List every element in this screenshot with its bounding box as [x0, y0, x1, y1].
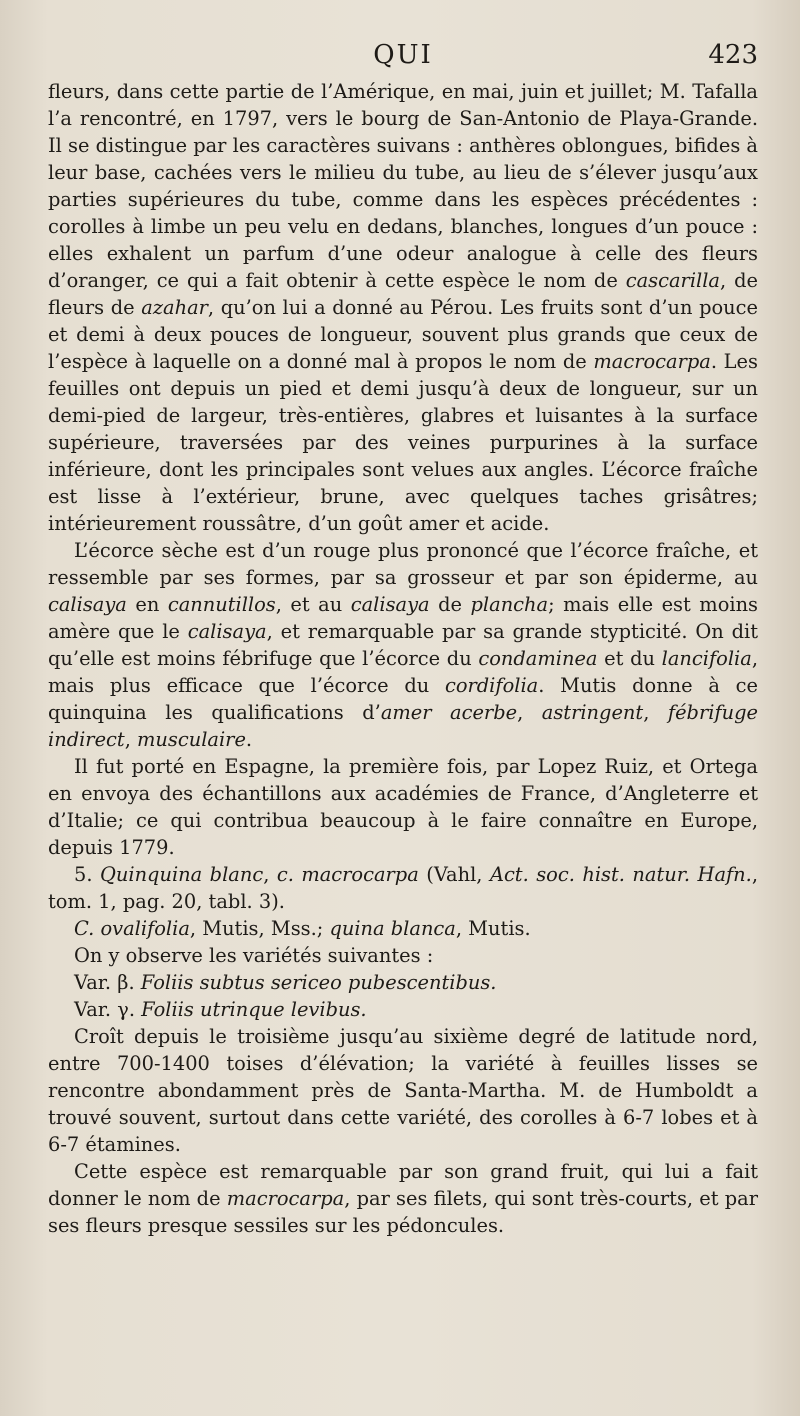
- paragraph-p6: [48, 942, 758, 969]
- paragraph-p7: [48, 969, 758, 996]
- text-run: , et remarquable par sa grande stypticité. On dit qu’elle est moins fébrifuge que l’écorce du: [48, 620, 758, 670]
- text-run: , tom. 1, pag. 20, tabl. 3).: [48, 863, 759, 913]
- paragraph-p8: [48, 996, 758, 1023]
- italic-term: C. ovalifolia: [74, 917, 190, 940]
- paragraph-p2: [48, 537, 758, 753]
- italic-term: lancifolia: [661, 647, 752, 670]
- italic-term: cordifolia: [444, 674, 539, 697]
- italic-term: azahar: [141, 296, 208, 319]
- italic-term: Foliis utrinque levibus.: [141, 998, 367, 1021]
- italic-term: quina blanca: [329, 917, 456, 940]
- text-run: L’écorce sèche est d’un rouge plus prononcé que l’écorce fraîche, et ressemble par ses formes, par sa grosseur et par son épiderme, au: [48, 539, 758, 589]
- text-run: et du: [597, 647, 662, 670]
- text-run: Var. β.: [74, 971, 141, 994]
- text-run: , Mutis.: [455, 917, 531, 940]
- text-run: Croît depuis le troisième jusqu’au sixième degré de latitude nord, entre 700-1400 toises d’élévation; la variété à feuilles lisses se rencontre abondamment près de Santa-Martha. M. de Humboldt a trouvé souvent, surtout dans cette variété, des corolles à 6-7 lobes et à 6-7 étamines.: [48, 1025, 758, 1156]
- page-number: 423: [708, 40, 758, 70]
- italic-term: cannutillos: [167, 593, 276, 616]
- text-run: ,: [643, 701, 668, 724]
- italic-term: macrocarpa: [226, 1187, 345, 1210]
- text-run: , de fleurs de: [48, 269, 758, 319]
- italic-term: Foliis subtus sericeo pubescentibus.: [140, 971, 497, 994]
- paragraph-p9: [48, 1023, 758, 1158]
- italic-term: Quinquina blanc: [99, 863, 264, 886]
- italic-term: musculaire: [137, 728, 246, 751]
- text-run: , et au: [275, 593, 351, 616]
- italic-term: calisaya: [350, 593, 430, 616]
- text-run: Var. γ.: [74, 998, 142, 1021]
- running-head: QUI: [373, 40, 433, 70]
- italic-term: calisaya: [48, 593, 127, 616]
- body-text: [48, 78, 758, 1239]
- text-run: ,: [263, 863, 277, 886]
- paragraph-p3: [48, 753, 758, 861]
- text-run: , mais plus efficace que l’écorce du: [48, 647, 758, 697]
- text-run: .: [245, 728, 253, 751]
- italic-term: calisaya: [187, 620, 267, 643]
- text-run: , qu’on lui a donné au Pérou. Les fruits sont d’un pouce et demi à deux pouces de longueur, souvent plus grands que ceux de l’espèce à laquelle on a donné mal à propos le nom de: [48, 296, 759, 373]
- text-run: (Vahl,: [418, 863, 490, 886]
- italic-term: plancha: [470, 593, 549, 616]
- text-run: ,: [517, 701, 542, 724]
- italic-term: macrocarpa: [593, 350, 711, 373]
- text-run: ,: [124, 728, 138, 751]
- text-run: . Mutis donne à ce quinquina les qualifications d’: [48, 674, 758, 724]
- text-run: de: [429, 593, 471, 616]
- paragraph-p5: [48, 915, 758, 942]
- text-run: fleurs, dans cette partie de l’Amérique, en mai, juin et juillet; M. Tafalla l’a rencontré, en 1797, vers le bourg de San-Antonio de Playa-Grande. Il se distingue par les caractères suivans : anthères oblongues, bifides à leur base, cachées vers le milieu du tube, au lieu de s’élever jusqu’aux parties supérieures du tube, comme dans les espèces précédentes : corolles à limbe un peu velu en dedans, blanches, longues d’un pouce : elles exhalent un parfum d’une odeur analogue à celle des fleurs d’oranger, ce qui a fait obtenir à cette espèce le nom de: [48, 80, 758, 292]
- text-run: , par ses filets, qui sont très-courts, et par ses fleurs presque sessiles sur les pédoncules.: [48, 1187, 759, 1237]
- text-run: , Mutis, Mss.;: [189, 917, 330, 940]
- paragraph-p4: [48, 861, 758, 915]
- italic-term: cascarilla: [625, 269, 720, 292]
- paragraph-p1: [48, 78, 758, 537]
- italic-term: amer acerbe: [380, 701, 518, 724]
- text-run: Il fut porté en Espagne, la première fois, par Lopez Ruiz, et Ortega en envoya des échantillons aux académies de France, d’Angleterre et d’Italie; ce qui contribua beaucoup à le faire connaître en Europe, depuis 1779.: [48, 755, 758, 859]
- text-run: 5.: [74, 863, 100, 886]
- text-run: ; mais elle est moins amère que le: [48, 593, 759, 643]
- italic-term: fébrifuge indirect: [48, 701, 758, 751]
- italic-term: condaminea: [478, 647, 598, 670]
- text-run: On y observe les variétés suivantes :: [74, 944, 434, 967]
- italic-term: Act. soc. hist. natur. Hafn.: [489, 863, 752, 886]
- text-run: en: [126, 593, 168, 616]
- paragraph-p10: [48, 1158, 758, 1239]
- page-header: [48, 40, 758, 80]
- italic-term: astringent: [541, 701, 644, 724]
- italic-term: c. macrocarpa: [276, 863, 419, 886]
- text-run: Cette espèce est remarquable par son grand fruit, qui lui a fait donner le nom de: [48, 1160, 758, 1210]
- text-run: . Les feuilles ont depuis un pied et demi jusqu’à deux de longueur, sur un demi-pied de largeur, très-entières, glabres et luisantes à la surface supérieure, traversées par des veines purpurines à la surface inférieure, dont les principales sont velues aux angles. L’écorce fraîche est lisse à l’extérieur, brune, avec quelques taches grisâtres; intérieurement roussâtre, d’un goût amer et acide.: [48, 350, 758, 535]
